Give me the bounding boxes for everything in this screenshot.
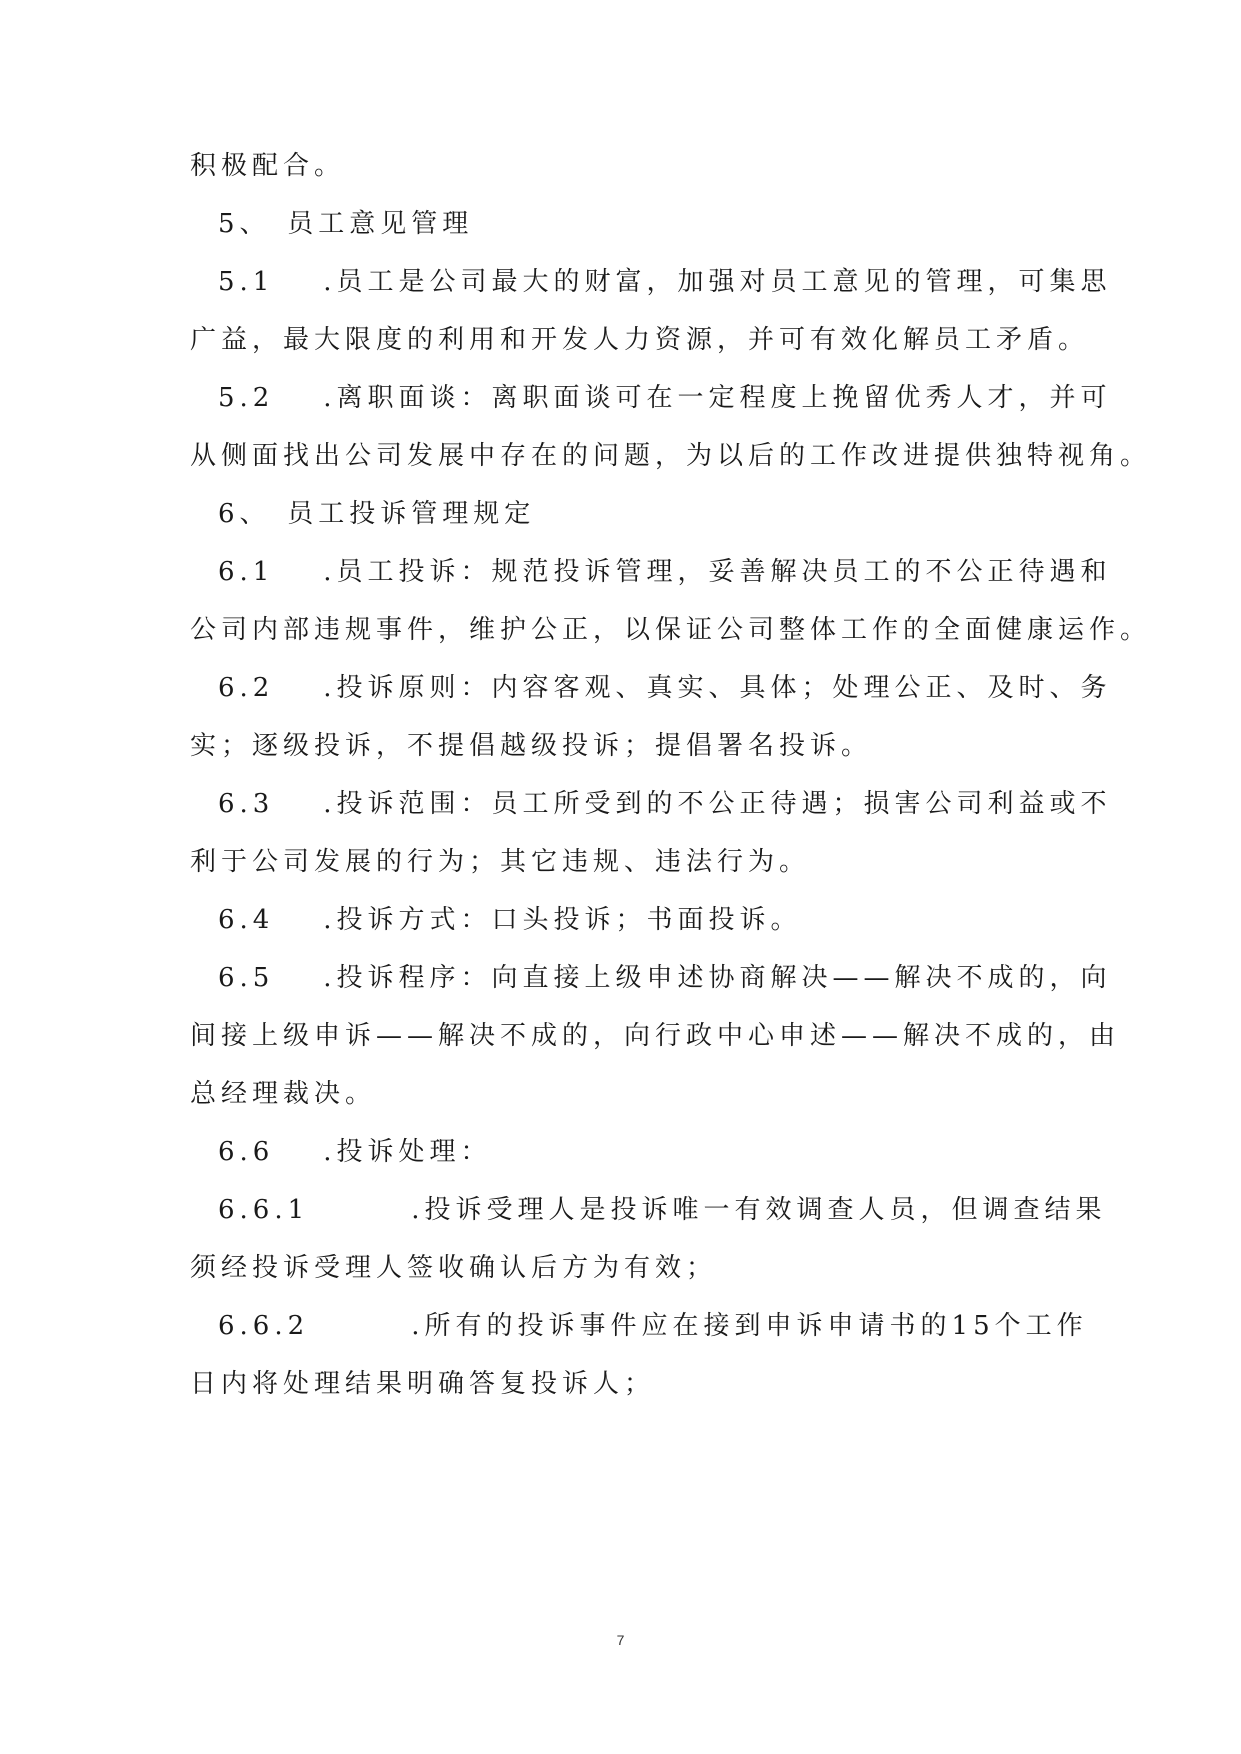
paragraph-line [190,378,1112,418]
section-number: 5、 [218,209,271,239]
clause-number: 6.1 [218,557,275,587]
section-title: 员工意见管理 [287,209,474,239]
clause-number: 6.6 [218,1137,275,1167]
line-text: 从侧面找出公司发展中存在的问题，为以后的工作改进提供独特视角。 [190,441,1152,471]
page-number: 7 [616,1632,625,1648]
line-text: 公司内部违规事件，维护公正，以保证公司整体工作的全面健康运作。 [190,615,1152,645]
section-number: 6、 [218,499,271,529]
line-text: .离职面谈：离职面谈可在一定程度上挽留优秀人才，并可 [323,383,1112,413]
clause-number: 6.2 [218,673,275,703]
paragraph-line [190,1306,1088,1346]
line-text: 广益，最大限度的利用和开发人力资源，并可有效化解员工矛盾。 [190,325,1090,355]
line-text: .所有的投诉事件应在接到申诉申请书的15个工作 [411,1311,1088,1341]
paragraph-line [190,1248,1070,1288]
paragraph-line [190,320,1090,360]
line-text: 须经投诉受理人签收确认后方为有效； [190,1253,718,1283]
paragraph-line [190,436,1152,476]
line-text: 利于公司发展的行为；其它违规、违法行为。 [190,847,811,877]
line-text: 积极配合。 [190,151,346,181]
line-text: .投诉原则：内容客观、真实、具体；处理公正、及时、务 [323,673,1112,703]
line-text: 实；逐级投诉，不提倡越级投诉；提倡署名投诉。 [190,731,873,761]
line-text: .员工投诉：规范投诉管理，妥善解决员工的不公正待遇和 [323,557,1112,587]
line-text: .投诉程序：向直接上级申述协商解决——解决不成的，向 [323,963,1112,993]
line-text: .员工是公司最大的财富，加强对员工意见的管理，可集思 [323,267,1112,297]
paragraph-line [190,552,1112,592]
paragraph-line [190,1364,1070,1404]
line-text: 间接上级申诉——解决不成的，向行政中心申述——解决不成的，由 [190,1021,1121,1051]
section-heading [190,204,1070,244]
paragraph-line [190,610,1152,650]
clause-number: 6.6.2 [218,1311,310,1341]
clause-number: 6.5 [218,963,275,993]
paragraph-line [190,842,1070,882]
paragraph-line [190,146,1070,186]
section-heading [190,494,1070,534]
clause-number: 5.1 [218,267,275,297]
section-title: 员工投诉管理规定 [287,499,536,529]
paragraph-line [190,784,1112,824]
clause-number: 6.3 [218,789,275,819]
paragraph-line [190,1016,1121,1056]
paragraph-line [190,958,1112,998]
paragraph-line [190,726,1070,766]
line-text: .投诉方式：口头投诉；书面投诉。 [323,905,802,935]
clause-number: 6.6.1 [218,1195,310,1225]
clause-number: 6.4 [218,905,275,935]
paragraph-line [190,262,1112,302]
line-text: 日内将处理结果明确答复投诉人； [190,1369,656,1399]
line-text: 总经理裁决。 [190,1079,377,1109]
paragraph-line [190,1132,1070,1172]
clause-number: 5.2 [218,383,275,413]
line-text: .投诉处理： [323,1137,492,1167]
paragraph-line [190,900,1070,940]
paragraph-line [190,668,1112,708]
paragraph-line [190,1190,1107,1230]
line-text: .投诉范围：员工所受到的不公正待遇；损害公司利益或不 [323,789,1112,819]
paragraph-line [190,1074,1070,1114]
line-text: .投诉受理人是投诉唯一有效调查人员，但调查结果 [411,1195,1107,1225]
